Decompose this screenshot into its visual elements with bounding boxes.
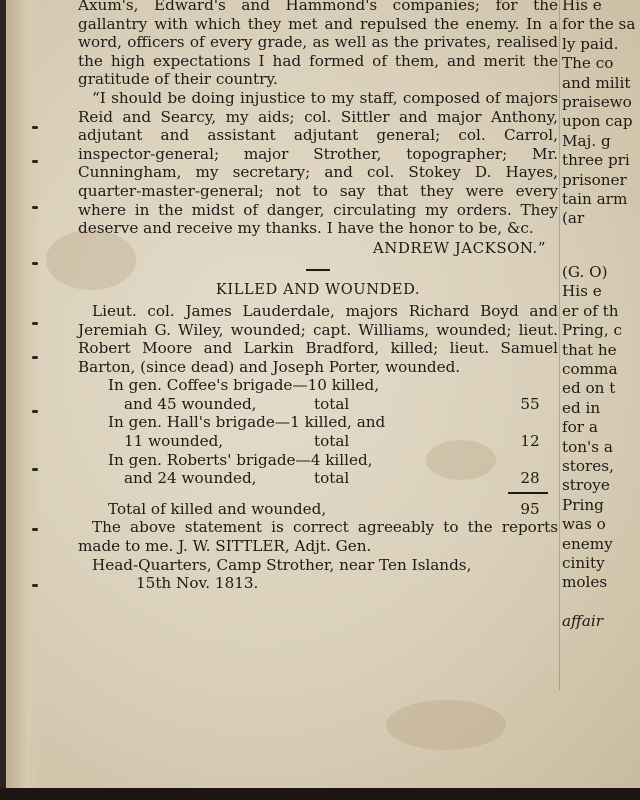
stitch-hole xyxy=(32,126,38,129)
right-line: upon cap xyxy=(562,112,633,131)
right-line: tain arm xyxy=(562,190,628,209)
stitch-hole xyxy=(32,528,38,531)
stitch-hole xyxy=(32,322,38,325)
brigade-line: In gen. Coffee's brigade—10 killed, xyxy=(108,376,380,395)
grand-total-row xyxy=(78,500,558,519)
right-line: ed on t xyxy=(562,379,616,398)
brigade-count: 55 xyxy=(520,394,540,413)
section-heading: KILLED AND WOUNDED. xyxy=(215,281,421,299)
right-line: praisewo xyxy=(562,93,632,112)
total-label: total xyxy=(314,394,350,413)
right-line: and milit xyxy=(562,73,631,92)
section-rule xyxy=(306,269,330,271)
headquarters-line: Head-Quarters, Camp Strother, near Ten Islands, xyxy=(92,555,472,574)
stitch-hole xyxy=(32,160,38,163)
right-column xyxy=(562,0,640,632)
binding-edge xyxy=(6,0,42,788)
grand-total-value: 95 xyxy=(520,499,540,518)
right-line: prisoner xyxy=(562,170,627,189)
stitch-hole xyxy=(32,356,38,359)
right-line: Maj. g xyxy=(562,131,611,150)
brigade-wounded: 11 wounded, xyxy=(124,432,224,451)
stitch-hole xyxy=(32,584,38,587)
right-line: ed in xyxy=(562,398,601,417)
brigade-wounded: and 45 wounded, xyxy=(124,394,257,413)
right-line: for the sa xyxy=(562,15,636,34)
right-line: stroye xyxy=(562,476,610,495)
brigade-count: 28 xyxy=(520,469,540,488)
stitch-hole xyxy=(32,262,38,265)
right-line: Pring, c xyxy=(562,321,623,340)
right-line: that he xyxy=(562,340,617,359)
right-line: comma xyxy=(562,359,618,378)
right-line: er of th xyxy=(562,301,619,320)
brigade-entry xyxy=(78,376,558,413)
right-line: His e xyxy=(562,0,602,14)
brigade-line: In gen. Hall's brigade—1 killed, and xyxy=(108,413,386,432)
right-line: (G. O) xyxy=(562,262,608,281)
right-line: ton's a xyxy=(562,437,613,456)
brigade-entry xyxy=(78,451,558,488)
right-line xyxy=(562,593,640,612)
right-line: The co xyxy=(562,54,614,73)
grand-total-label: Total of killed and wounded, xyxy=(108,499,327,518)
main-column xyxy=(78,0,558,593)
brigade-count: 12 xyxy=(520,432,540,451)
right-line: cinity xyxy=(562,553,605,572)
date-line: 15th Nov. 1813. xyxy=(136,574,259,593)
right-line: (ar xyxy=(562,209,585,228)
total-label: total xyxy=(314,432,350,451)
newspaper-page xyxy=(6,0,640,788)
signature: ANDREW JACKSON.” xyxy=(372,238,546,257)
stitch-hole xyxy=(32,468,38,471)
sum-rule xyxy=(508,492,548,494)
paragraph-staff: “I should be doing injustice to my staff, composed of majors Reid and Searcy, my aids; col. Sittler and major Anthony, adjutant and assistant adjutant general; col. Carrol, inspector-general; major Strother, topographer; Mr. Cunningham, my secretary; and col. Stokey D. Hayes, quarter-master-general; not to say that they were every where in the midst of danger, circulating my orders. They deserve and receive my thanks. I have the honor to be, &c. xyxy=(78,88,558,238)
right-line: was o xyxy=(562,515,606,534)
stitch-hole xyxy=(32,206,38,209)
paper-stain xyxy=(386,700,506,750)
right-line: Pring xyxy=(562,495,604,514)
brigade-entry xyxy=(78,413,558,450)
right-line: three pri xyxy=(562,151,630,170)
right-line: for a xyxy=(562,418,598,437)
brigade-wounded: and 24 wounded, xyxy=(124,469,257,488)
right-line: His e xyxy=(562,282,602,301)
paragraph-gallantry: Axum's, Edward's and Hammond's companies; for the gallantry with which they met and repulsed the enemy. In a word, officers of every grade, as well as the privates, realised the high expectations I had formed of them, and merit the gratitude of their country. xyxy=(78,0,558,89)
column-divider xyxy=(559,0,560,690)
right-line: moles xyxy=(562,573,608,592)
total-label: total xyxy=(314,469,350,488)
right-line: enemy xyxy=(562,534,613,553)
stitch-hole xyxy=(32,410,38,413)
right-line: affair xyxy=(562,612,603,631)
casualties-officers: Lieut. col. James Lauderdale, majors Richard Boyd and Jeremiah G. Wiley, wounded; capt. Williams, wounded; lieut. Robert Moore and Larkin Bradford, killed; lieut. Samuel Barton, (since dead) and Joseph Porter, wounded. xyxy=(78,301,558,376)
closing-statement: The above statement is correct agreeably to the reports made to me. J. W. SITTLER, Adjt. Gen. xyxy=(78,518,558,556)
right-line: stores, xyxy=(562,456,614,475)
brigade-line: In gen. Roberts' brigade—4 killed, xyxy=(108,450,373,469)
right-line: ly paid. xyxy=(562,34,619,53)
page-shadow xyxy=(0,788,640,800)
